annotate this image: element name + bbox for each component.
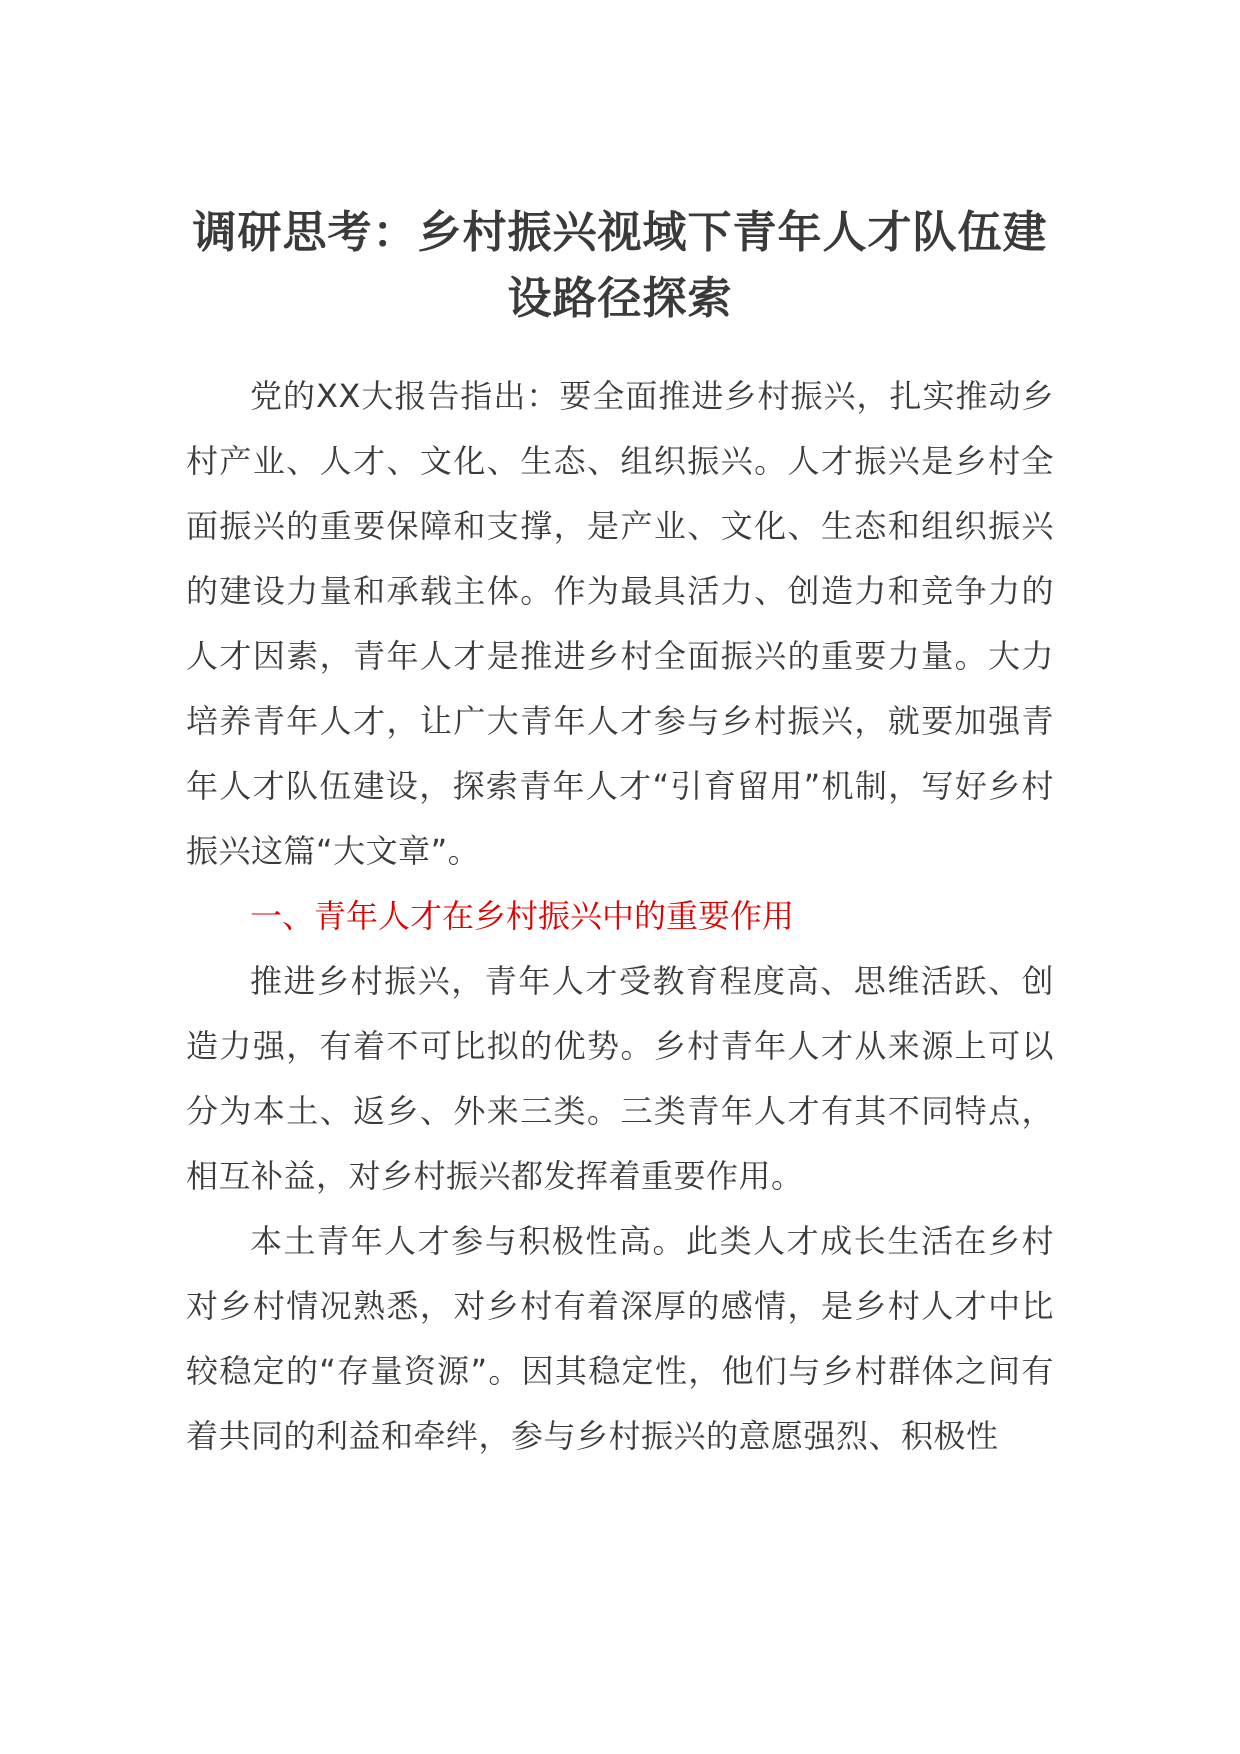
document-body [186,364,1054,1469]
document-title: 调研思考：乡村振兴视域下青年人才队伍建设路径探索 [192,207,1048,324]
paragraph-section-2: 本土青年人才参与积极性高。此类人才成长生活在乡村对乡村情况熟悉，对乡村有着深厚的感情，是乡村人才中比较稳定的“存量资源”。因其稳定性，他们与乡村群体之间有着共同的利益和牵绊，参与乡村振兴的意愿强烈、积极性 [186,1222,1054,1455]
section-heading: 一、青年人才在乡村振兴中的重要作用 [250,897,795,935]
paragraph-section-1: 推进乡村振兴，青年人才受教育程度高、思维活跃、创造力强，有着不可比拟的优势。乡村青年人才从来源上可以分为本土、返乡、外来三类。三类青年人才有其不同特点，相互补益，对乡村振兴都发挥着重要作用。 [186,962,1054,1195]
paragraph-intro: 党的XX大报告指出：要全面推进乡村振兴，扎实推动乡村产业、人才、文化、生态、组织振兴。人才振兴是乡村全面振兴的重要保障和支撑，是产业、文化、生态和组织振兴的建设力量和承载主体。作为最具活力、创造力和竞争力的人才因素，青年人才是推进乡村全面振兴的重要力量。大力培养青年人才，让广大青年人才参与乡村振兴，就要加强青年人才队伍建设，探索青年人才“引育留用”机制，写好乡村振兴这篇“大文章”。 [186,377,1054,870]
